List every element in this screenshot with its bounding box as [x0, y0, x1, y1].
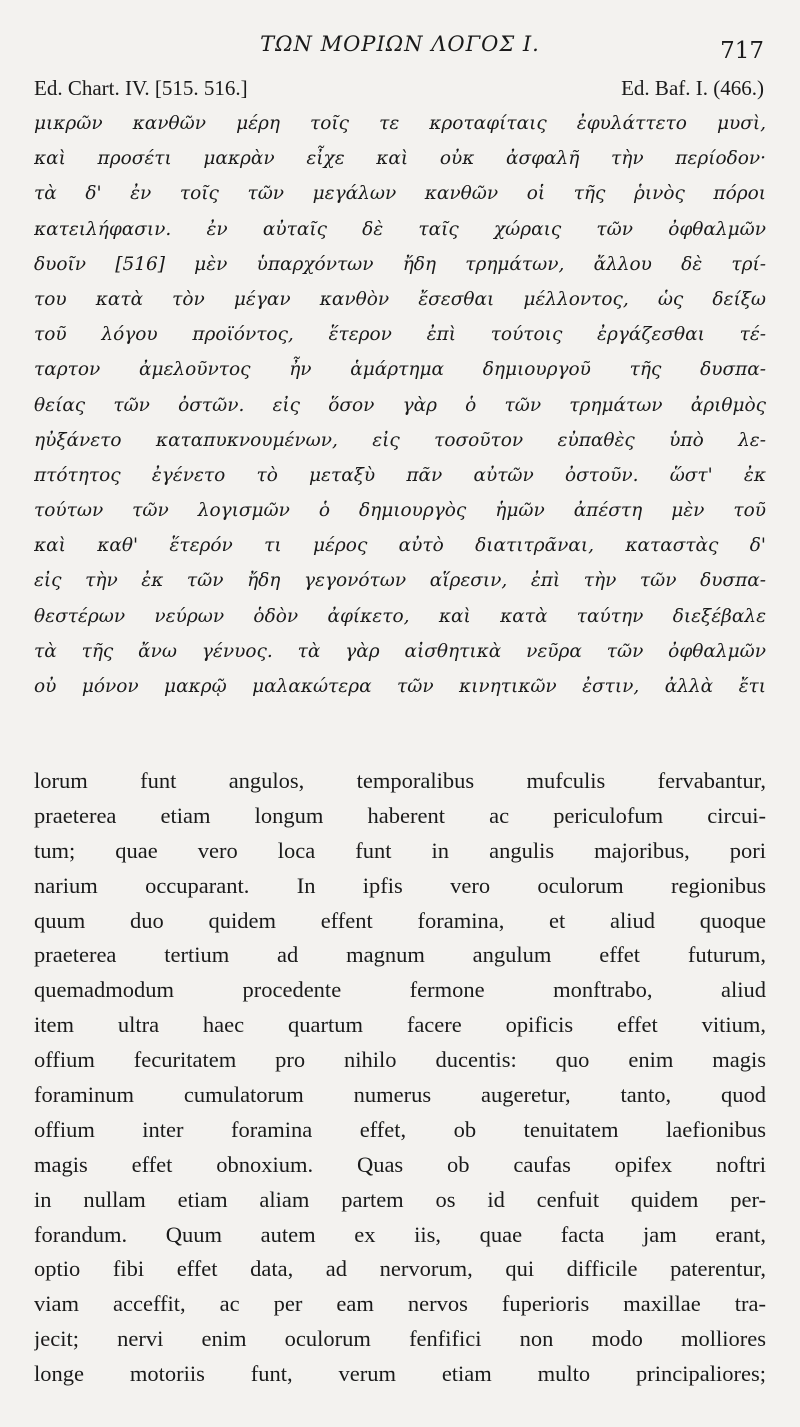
greek-line: μικρῶν κανθῶν μέρη τοῖς τε κροταφίταις ἐφυλάττετο μυσὶ, [34, 113, 766, 134]
greek-line: κατειλήφασιν. ἐν αὐταῖς δὲ ταῖς χώραις τῶν ὀφθαλμῶν [34, 218, 766, 240]
greek-line: δυοῖν [516] μὲν ὑπαρχόντων ἤδη τρημάτων, ἄλλου δὲ τρί- [34, 253, 766, 275]
greek-line: τὰ δ' ἐν τοῖς τῶν μεγάλων κανθῶν οἱ τῆς ῥινὸς πόροι [34, 183, 766, 205]
greek-line: ταρτον ἀμελοῦντος ἦν ἁμάρτημα δημιουργοῦ τῆς δυσπα- [34, 359, 766, 381]
greek-line: τοῦ λόγου προϊόντος, ἕτερον ἐπὶ τούτοις ἐργάζεσθαι τέ- [34, 324, 766, 346]
greek-line: τούτων τῶν λογισμῶν ὁ δημιουργὸς ἡμῶν ἀπέστη μὲν τοῦ [34, 500, 766, 522]
latin-line: praeterea etiam longum haberent ac periculofum circui- [34, 802, 766, 828]
greek-line: θείας τῶν ὀστῶν. εἰς ὅσον γὰρ ὁ τῶν τρημάτων ἀριθμὸς [34, 394, 766, 416]
latin-line: foraminum cumulatorum numerus augeretur, tanto, quod [34, 1082, 766, 1108]
greek-line: πτότητος ἐγένετο τὸ μεταξὺ πᾶν αὐτῶν ὀστοῦν. ὥστ' ἐκ [34, 464, 766, 486]
greek-line: οὐ μόνον μακρῷ μαλακώτερα τῶν κινητικῶν ἐστιν, ἀλλὰ ἔτι [34, 676, 766, 697]
greek-line: καὶ καθ' ἕτερόν τι μέρος αὐτὸ διατιτρᾶναι, καταστὰς δ' [34, 535, 766, 557]
latin-line: forandum. Quum autem ex iis, quae facta jam erant, [34, 1221, 766, 1247]
edition-reference-basel: Ed. Baf. I. (466.) [621, 76, 764, 100]
latin-line: lorum funt angulos, temporalibus mufculis fervabantur, [34, 768, 766, 793]
greek-line: του κατὰ τὸν μέγαν κανθὸν ἔσεσθαι μέλλοντος, ὡς δείξω [34, 288, 766, 310]
edition-reference-chartier: Ed. Chart. IV. [515. 516.] [34, 76, 248, 100]
latin-line: offium inter foramina effet, ob tenuitatem laefionibus [34, 1116, 766, 1142]
latin-line: narium occuparant. In ipfis vero oculorum regionibus [34, 872, 766, 898]
latin-line: quemadmodum procedente fermone monftrabo, aliud [34, 977, 766, 1003]
latin-line: longe motoriis funt, verum etiam multo principaliores; [34, 1361, 766, 1387]
latin-line: tum; quae vero loca funt in angulis majoribus, pori [34, 837, 766, 863]
latin-line: viam acceffit, ac per eam nervos fuperioris maxillae tra- [34, 1291, 766, 1317]
greek-line: καὶ προσέτι μακρὰν εἶχε καὶ οὐκ ἀσφαλῆ τὴν περίοδον· [34, 148, 766, 170]
latin-line: offium fecuritatem pro nihilo ducentis: quo enim magis [34, 1047, 766, 1073]
latin-line: praeterea tertium ad magnum angulum effet futurum, [34, 942, 766, 968]
greek-line: εἰς τὴν ἐκ τῶν ἤδη γεγονότων αἵρεσιν, ἐπὶ τὴν τῶν δυσπα- [34, 570, 766, 592]
latin-line: optio fibi effet data, ad nervorum, qui difficile paterentur, [34, 1256, 766, 1282]
latin-line: jecit; nervi enim oculorum fenfifici non modo molliores [34, 1326, 766, 1352]
greek-line: ηὐξάνετο καταπυκνουμένων, εἰς τοσοῦτον εὐπαθὲς ὑπὸ λε- [34, 429, 766, 451]
latin-text-block [34, 764, 766, 1392]
running-title: ΤΩΝ ΜΟΡΙΩΝ ΛΟΓΟΣ Ι. [260, 32, 540, 56]
greek-text-block [34, 106, 766, 704]
page-number: 717 [720, 38, 764, 64]
latin-line: magis effet obnoxium. Quas ob caufas opifex noftri [34, 1151, 766, 1177]
latin-line: quum duo quidem effent foramina, et aliud quoque [34, 907, 766, 933]
greek-line: τὰ τῆς ἄνω γένυος. τὰ γὰρ αἰσθητικὰ νεῦρα τῶν ὀφθαλμῶν [34, 640, 766, 662]
latin-line: item ultra haec quartum facere opificis effet vitium, [34, 1012, 766, 1038]
greek-line: θεστέρων νεύρων ὁδὸν ἀφίκετο, καὶ κατὰ ταύτην διεξέβαλε [34, 605, 766, 627]
latin-line: in nullam etiam aliam partem os id cenfuit quidem per- [34, 1186, 766, 1212]
